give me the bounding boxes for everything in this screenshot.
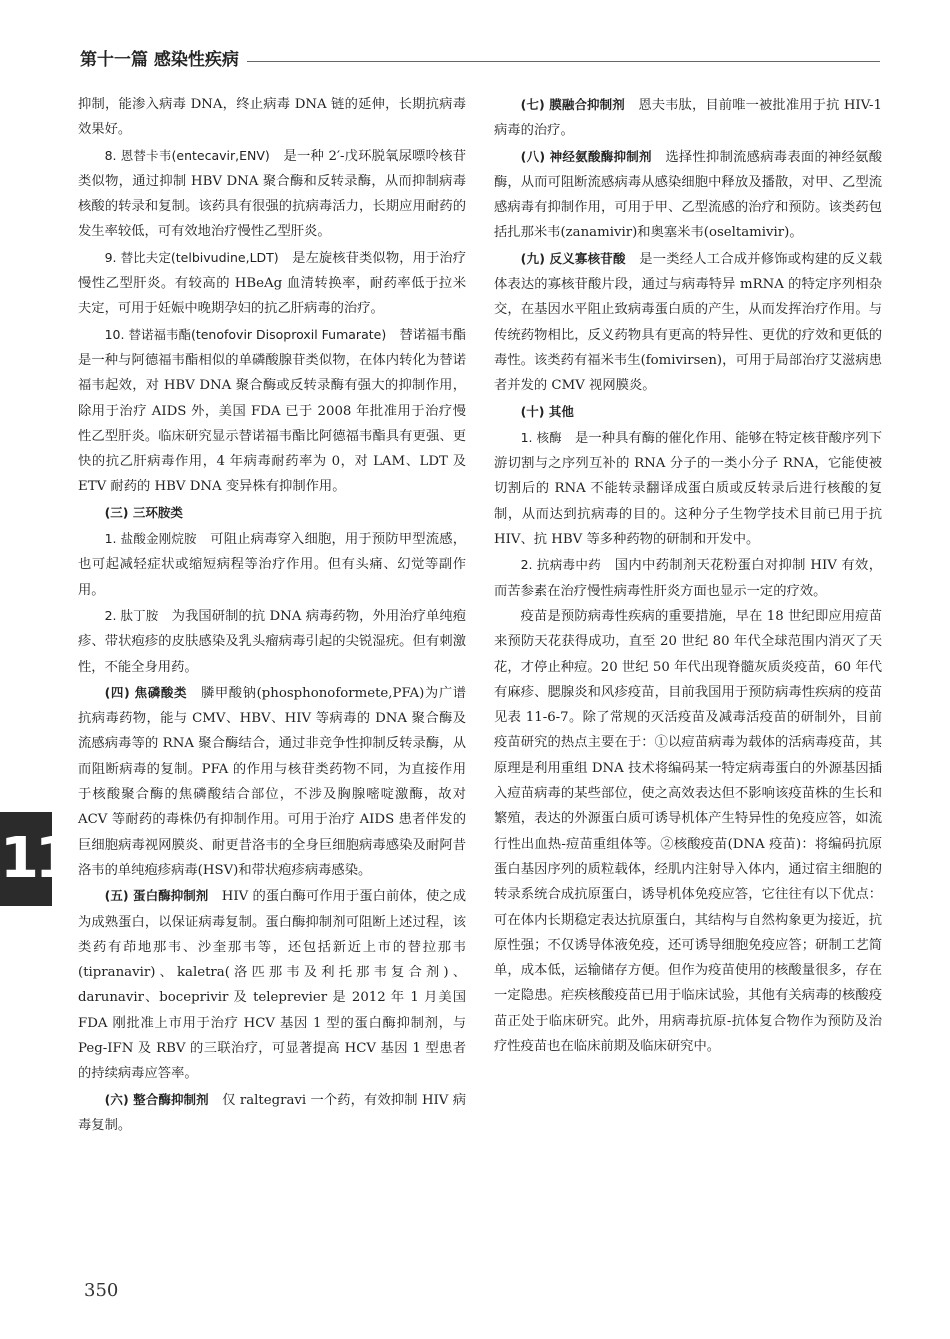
section-text: HIV 的蛋白酶可作用于蛋白前体，使之成为成熟蛋白，以保证病毒复制。蛋白酶抑制剂可阻断上述过程，该类药有茚地那韦、沙奎那韦等，还包括新近上市的替拉那韦(tipranavir)、kaletra(洛匹那韦及利托那韦复合剂)、darunavir、boceprivir 及 teleprevier 是 2012 年 1 月美国 FDA 刚批准上市用于治疗 HCV 基因 1 型的蛋白酶抑制剂，与 Peg-IFN 及 RBV 的三联治疗，可显著提高 HCV 基因 1 型患者的持续病毒应答率。 [78, 889, 467, 1082]
section-heading-text: (七) 膜融合抑制剂 [520, 97, 625, 112]
section-text: 恩夫韦肽，目前唯一被批准用于抗 HIV-1 病毒的治疗。 [494, 98, 883, 139]
item-label: 1. 核酶 [520, 429, 562, 445]
item-label: 1. 盐酸金刚烷胺 [104, 531, 197, 547]
section-heading-text: (三) 三环胺类 [104, 504, 183, 520]
item-text: 是一种 2′-戊环脱氧尿嘌呤核苷类似物，通过抑制 HBV DNA 聚合酶和反转录酶，从而抑制病毒核酸的转录和复制。该药具有很强的抗病毒活力，长期应用耐药的发生率较低，可有效地治疗慢性乙型肝炎。 [78, 148, 466, 240]
item-label: 2. 肽丁胺 [104, 607, 159, 623]
item-label: 10. 替诺福韦酯(tenofovir Disoproxil Fumarate) [104, 326, 387, 342]
page-header [80, 48, 880, 74]
item-label: 8. 恩替卡韦(entecavir,ENV) [104, 147, 270, 163]
paragraph: 抑制，能渗入病毒 DNA，终止病毒 DNA 链的延伸，长期抗病毒效果好。 [78, 97, 466, 138]
section-text: 仅 raltegravi 一个药，有效抑制 HIV 病毒复制。 [78, 1092, 467, 1133]
item-text: 是左旋核苷类似物，用于治疗慢性乙型肝炎。有较高的 HBeAg 血清转换率，耐药率低于拉米夫定，可用于妊娠中晚期孕妇的抗乙肝病毒的治疗。 [78, 250, 467, 317]
section-heading-text: (五) 蛋白酶抑制剂 [104, 888, 209, 904]
section-title: 第十一篇 感染性疾病 [80, 48, 247, 72]
left-column [78, 92, 466, 1138]
page-number: 350 [84, 1280, 119, 1301]
item-text: 是一种具有酶的催化作用、能够在特定核苷酸序列下游切割与之序列互补的 RNA 分子的一类小分子 RNA，它能使被切割后的 RNA 不能转录翻译成蛋白质或反转录后进行核酸的复制，从而达到抗病毒的目的。这种分子生物学技术目前已用于抗 HIV、抗 HBV 等多种药物的研制和开发中。 [494, 430, 883, 548]
right-column [494, 92, 882, 1059]
section-text: 选择性抑制流感病毒表面的神经氨酸酶，从而可阻断流感病毒从感染细胞中释放及播散，对甲、乙型流感病毒有抑制作用，可用于甲、乙型流感的治疗和预防。该类药包括扎那米韦(zanamivir)和奥塞米韦(oseltamivir)。 [494, 149, 883, 241]
item-text: 为我国研制的抗 DNA 病毒药物，外用治疗单纯疱疹、带状疱疹的皮肤感染及乳头瘤病毒引起的尖锐湿疣。但有刺激性，不能全身用药。 [78, 608, 467, 675]
paragraph-telbivudine [78, 245, 466, 322]
paragraph-entecavir [78, 143, 466, 245]
section-heading-text: (八) 神经氨酸酶抑制剂 [520, 148, 652, 164]
section-heading-text: (六) 整合酶抑制剂 [104, 1091, 209, 1107]
paragraph-neuraminidase [494, 144, 882, 246]
section-heading-text: (九) 反义寡核苷酸 [520, 250, 626, 266]
section-text: 膦甲酸钠(phosphonoformete,PFA)为广谱抗病毒药物，能与 CMV、HBV、HIV 等病毒的 DNA 聚合酶及流感病毒等的 RNA 聚合酶结合，通过非竞争性抑制反转录酶，从而阻断病毒的复制。PFA 的作用与核苷类药物不同，为直接作用于核酸聚合酶的焦磷酸结合部位，不涉及胸腺嘧啶激酶，故对 ACV 等耐药的毒株仍有抑制作用。可用于治疗 AIDS 患者伴发的巨细胞病毒视网膜炎、耐更昔洛韦的全身巨细胞病毒感染及耐阿昔洛韦的单纯疱疹病毒(HSV)和带状疱疹病毒感染。 [78, 685, 467, 878]
section-text: 是一类经人工合成并修饰或构建的反义载体表达的寡核苷酸片段，通过与病毒特异 mRNA 的特定序列相杂交，在基因水平阻止致病毒蛋白质的产生，从而发挥治疗作用。与传统药物相比，反义药物具有更高的特异性、更优的疗效和更低的毒性。该类药有福米韦生(fomivirsen)，可用于局部治疗艾滋病患者并发的 CMV 视网膜炎。 [494, 251, 882, 394]
item-text: 国内中药制剂天花粉蛋白对抑制 HIV 有效，而苦参素在治疗慢性病毒性肝炎方面也显示一定的疗效。 [494, 558, 883, 599]
item-label: 2. 抗病毒中药 [520, 557, 602, 573]
paragraph-fusion [494, 92, 882, 144]
section-heading [494, 399, 882, 425]
paragraph-pyrophosphate [78, 680, 466, 883]
item-text: 可阻止病毒穿入细胞，用于预防甲型流感，也可起减轻症状或缩短病程等治疗作用。但有头痛、幻觉等副作用。 [78, 532, 467, 598]
item-text: 替诺福韦酯是一种与阿德福韦酯相似的单磷酸腺苷类似物，在体内转化为替诺福韦起效，对 HBV DNA 聚合酶或反转录酶有强大的抑制作用，除用于治疗 AIDS 外，美国 FDA 已于 2008 年批准用于治疗慢性乙型肝炎。临床研究显示替诺福韦酯比阿德福韦酯具有更强、更快的抗乙肝病毒作用，4 年病毒耐药率为 0，对 LAM、LDT 及 ETV 耐药的 HBV DNA 变异株有抑制作用。 [78, 327, 467, 495]
paragraph-antisense [494, 246, 882, 399]
paragraph-ribozyme [494, 425, 882, 552]
paragraph-protease [78, 883, 466, 1086]
paragraph-herbal [494, 552, 882, 604]
section-heading [78, 500, 466, 526]
section-heading-text: (四) 焦磷酸类 [104, 684, 188, 700]
section-heading-text: (十) 其他 [520, 403, 574, 419]
paragraph-peptide [78, 603, 466, 680]
paragraph-vaccine: 疫苗是预防病毒性疾病的重要措施，早在 18 世纪即应用痘苗来预防天花获得成功，直至 20 世纪 80 年代全球范围内消灭了天花，才停止种痘。20 世纪 50 年代出现脊髓灰质炎疫苗，60 年代有麻疹、腮腺炎和风疹疫苗，目前我国用于预防病毒性疾病的疫苗见表 11-6-7。除了常规的灭活疫苗及减毒活疫苗的研制外，目前疫苗研究的热点主要在于：①以痘苗病毒为载体的活病毒疫苗，其原理是利用重组 DNA 技术将编码某一特定病毒蛋白的外源基因插入痘苗病毒的某些部位，使之高效表达但不影响该疫苗株的生长和繁殖，表达的外源蛋白质可诱导机体产生特异性的免疫应答，如流行性出血热-痘苗重组体等。②核酸疫苗(DNA 疫苗)：将编码抗原蛋白基因序列的质粒载体，经肌内注射导入体内，通过宿主细胞的转录系统合成抗原蛋白，诱导机体免疫应答，它往往有以下优点：可在体内长期稳定表达抗原蛋白，其结构与自然构象更为接近，抗原性强；不仅诱导体液免疫，还可诱导细胞免疫应答；研制工艺简单，成本低，运输储存方便。但作为疫苗使用的核酸量很多，存在一定隐患。疟疾核酸疫苗已用于临床试验，其他有关病毒的核酸疫苗正处于临床研究。此外，用病毒抗原-抗体复合物作为预防及治疗性疫苗也在临床前期及临床研究中。 [494, 608, 882, 1054]
paragraph-tenofovir [78, 322, 466, 500]
item-label: 9. 替比夫定(telbivudine,LDT) [104, 249, 279, 265]
paragraph-amantadine [78, 526, 466, 603]
chapter-tab: 11 [0, 812, 52, 906]
paragraph-integrase [78, 1087, 466, 1139]
